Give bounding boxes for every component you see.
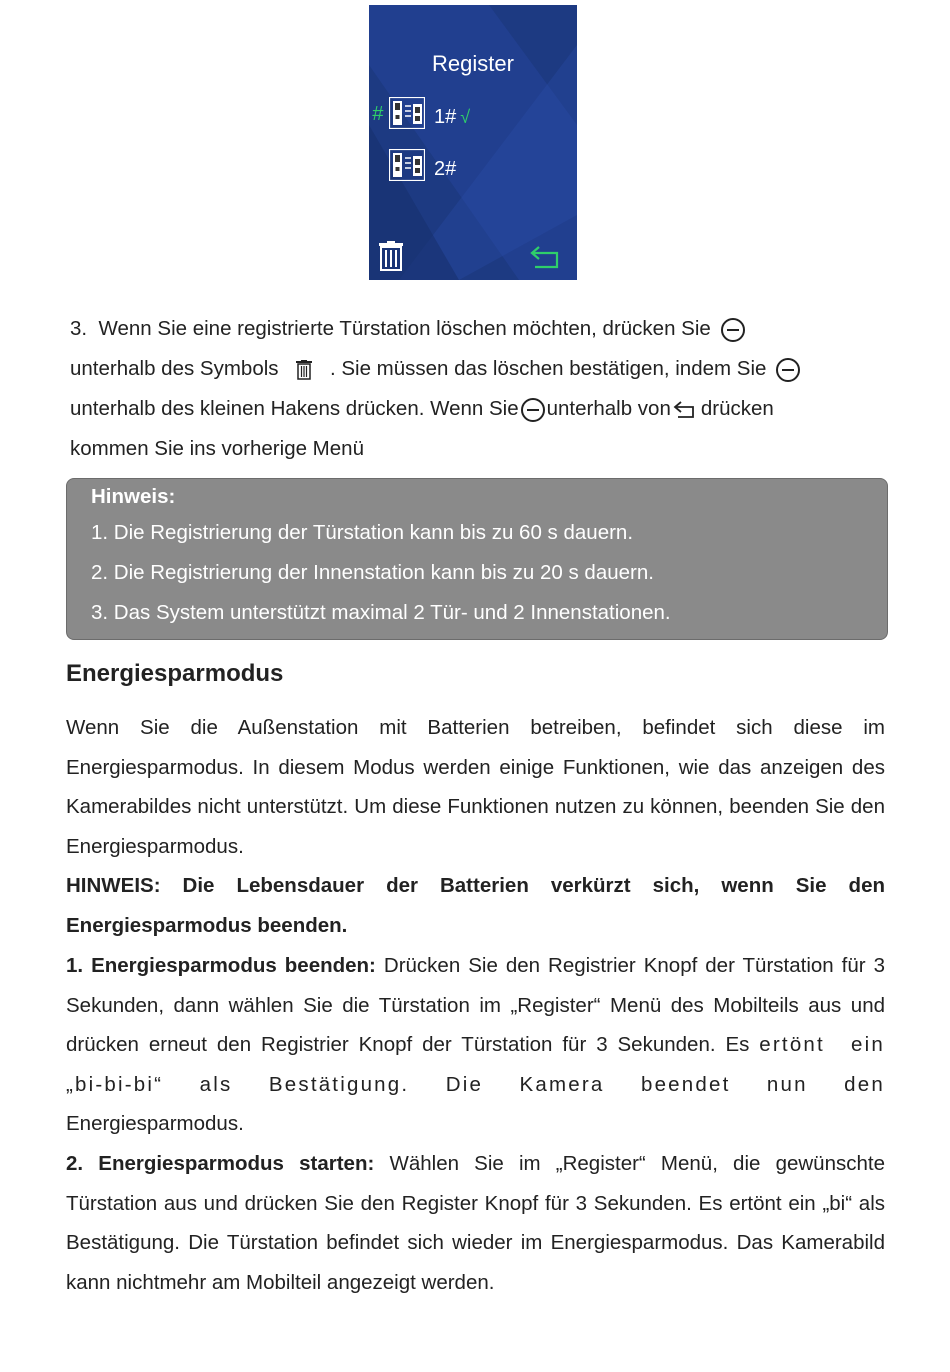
back-arrow-icon xyxy=(673,401,695,419)
step-2-paragraph: 2. Energiesparmodus starten: Wählen Sie im „Register“ Menü, die gewünschte Türstation aus und drücken Sie den Register Knopf für 3 Sekunden. Es ertönt ein „bi“ als Bestätigung. Die Türstation befindet sich wieder im Energiesparmodus. Das Kamerabild kann nichtmehr am Mobilteil angezeigt werden. xyxy=(66,1152,885,1294)
step-1-paragraph: 1. Energiesparmodus beenden: Drücken Sie den Registrier Knopf der Türstation für 3 Sekunden, dann wählen Sie die Türstation im „Register“ Menü des Mobilteils aus und drücken erneut den Registrier Knopf der Türstation für 3 Sekunden. Es ertönt ein „bi-bi-bi“ als Bestätigung. Die Kamera beendet nun den Energiesparmodus. xyxy=(66,954,885,1136)
step-1-label: 1. Energiesparmodus beenden: xyxy=(66,954,376,977)
selected-marker: # xyxy=(372,103,384,125)
step-2-label: 2. Energiesparmodus starten: xyxy=(66,1152,375,1175)
instruction-number: 3. xyxy=(70,317,88,340)
trash-icon xyxy=(296,360,312,380)
door-station-icon xyxy=(389,97,425,129)
minus-button-icon xyxy=(521,398,545,422)
note-box xyxy=(66,478,888,640)
door-station-icon xyxy=(389,149,425,181)
entry-label: 2# xyxy=(434,158,457,180)
section-heading: Energiesparmodus xyxy=(66,660,284,687)
back-arrow-icon[interactable] xyxy=(529,245,559,269)
instruction-line-3: unterhalb des kleinen Hakens drücken. Wenn Sie unterhalb von drücken xyxy=(70,397,774,420)
screen-title: Register xyxy=(432,51,514,76)
minus-button-icon xyxy=(776,358,800,382)
note-item: 2. Die Registrierung der Innenstation kann bis zu 20 s dauern. xyxy=(91,561,654,584)
minus-button-icon xyxy=(721,318,745,342)
check-icon: √ xyxy=(460,107,471,127)
handset-screen xyxy=(369,5,577,280)
note-item: 1. Die Registrierung der Türstation kann bis zu 60 s dauern. xyxy=(91,521,634,544)
instruction-line-4: kommen Sie ins vorherige Menü xyxy=(70,437,364,460)
instruction-line-2: unterhalb des Symbols . Sie müssen das löschen bestätigen, indem Sie xyxy=(70,349,880,389)
note-title: Hinweis: xyxy=(91,485,176,508)
screen-background xyxy=(369,5,577,280)
intro-paragraph: Wenn Sie die Außenstation mit Batterien betreiben, befindet sich diese im Energiesparmodus. In diesem Modus werden einige Funktionen, wie das anzeigen des Kamerabildes nicht unterstützt. Um diese Funktionen nutzen zu können, beenden Sie den Energiesparmodus. xyxy=(66,716,885,858)
note-item: 3. Das System unterstützt maximal 2 Tür- und 2 Innenstationen. xyxy=(91,601,671,624)
instruction-line-1: 3. Wenn Sie eine registrierte Türstation löschen möchten, drücken Sie xyxy=(70,309,880,349)
trash-icon[interactable] xyxy=(378,241,404,271)
entry-label: 1# xyxy=(434,106,457,128)
warning-paragraph: HINWEIS: Die Lebensdauer der Batterien verkürzt sich, wenn Sie den Energiesparmodus beenden. xyxy=(66,874,885,937)
